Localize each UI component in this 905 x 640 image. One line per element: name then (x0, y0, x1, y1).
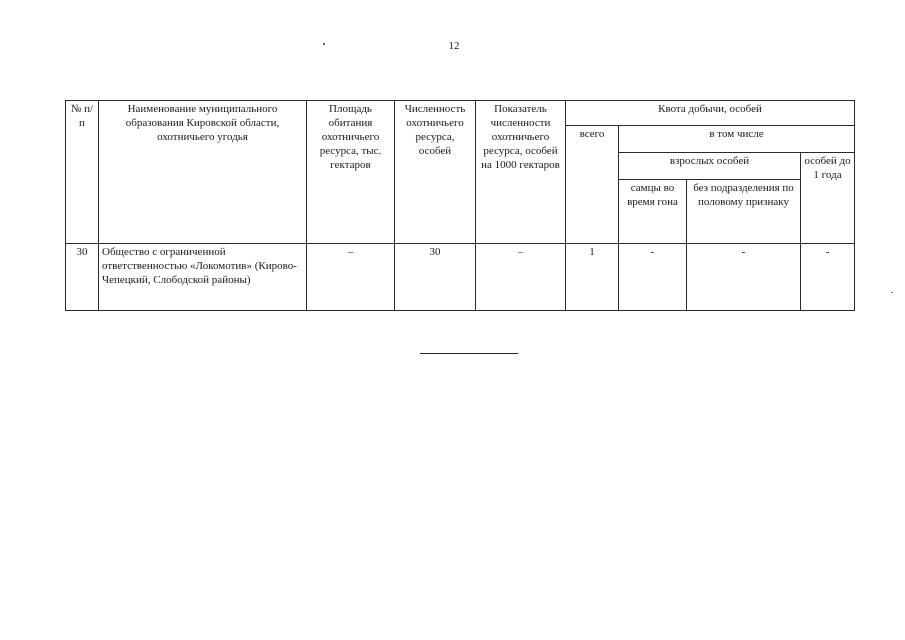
cell-young-under-one-year: - (801, 244, 855, 311)
header-population-count: Численность охотничьего ресурса, особей (395, 101, 476, 244)
header-adults: взрослых особей (619, 153, 801, 180)
header-total: всего (566, 126, 619, 244)
cell-population-count: 30 (395, 244, 476, 311)
page-number: 12 (448, 40, 460, 52)
header-habitat-area: Площадь обитания охотничьего ресурса, тыс. гектаров (307, 101, 395, 244)
header-harvest-quota: Квота добычи, особей (566, 101, 855, 126)
end-of-section-rule (420, 353, 518, 354)
scan-speck (891, 292, 893, 293)
cell-total: 1 (566, 244, 619, 311)
header-population-density: Показатель численности охотничьего ресурса, особей на 1000 гектаров (476, 101, 566, 244)
cell-males-during-rut: - (619, 244, 687, 311)
cell-habitat-area: – (307, 244, 395, 311)
cell-population-density: – (476, 244, 566, 311)
header-without-sex-division: без подразделения по половому признаку (687, 180, 801, 244)
scan-speck (323, 43, 325, 45)
header-males-during-rut: самцы во время гона (619, 180, 687, 244)
hunting-quota-table (65, 100, 855, 311)
header-young-under-one-year: особей до 1 года (801, 153, 855, 244)
header-municipality-name: Наименование муниципального образования Кировской области, охотничьего угодья (99, 101, 307, 244)
table-row (66, 244, 855, 311)
header-including: в том числе (619, 126, 855, 153)
header-number: № п/п (66, 101, 99, 244)
cell-municipality-name: Общество с ограниченной ответственностью «Локомотив» (Кирово-Чепецкий, Слободской районы) (99, 244, 307, 311)
cell-number: 30 (66, 244, 99, 311)
cell-without-sex-division: - (687, 244, 801, 311)
